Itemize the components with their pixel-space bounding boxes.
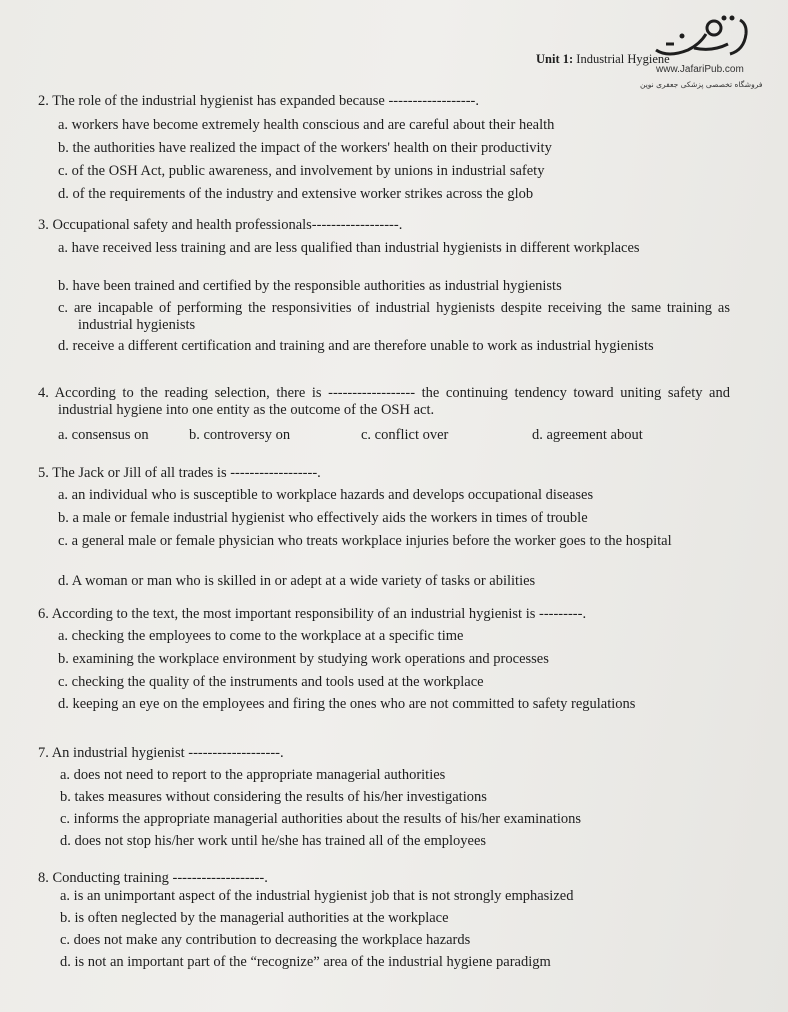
question-stem: According to the reading selection, there is ------------------ the continuing tendency toward uniting safety and industrial hygiene into one entity as the outcome of the OSH act. (54, 385, 730, 418)
option-8b: b. is often neglected by the managerial authorities at the workplace (60, 910, 449, 926)
option-5b: b. a male or female industrial hygienist who effectively aids the workers in times of trouble (58, 510, 588, 526)
option-8c: c. does not make any contribution to decreasing the workplace hazards (60, 932, 471, 948)
question-stem: Conducting training -------------------. (52, 870, 268, 886)
question-number: 3. (38, 217, 49, 233)
option-7c: c. informs the appropriate managerial authorities about the results of his/her examinations (60, 811, 582, 827)
question-number: 7. (38, 745, 49, 761)
question-stem: Occupational safety and health professionals------------------. (52, 217, 403, 233)
question-5 (38, 465, 710, 482)
unit-title: Industrial Hygiene (576, 52, 670, 66)
option-6d: d. keeping an eye on the employees and firing the ones who are not committed to safety regulations (58, 696, 636, 712)
question-number: 8. (38, 870, 49, 886)
question-7 (38, 745, 710, 762)
option-8d: d. is not an important part of the “recognize” area of the industrial hygiene paradigm (60, 954, 551, 970)
question-3 (38, 217, 710, 234)
option-6c: c. checking the quality of the instruments and tools used at the workplace (58, 674, 484, 690)
question-stem: The Jack or Jill of all trades is ------------------. (52, 465, 321, 481)
option-3d: d. receive a different certification and training and are therefore unable to work as industrial hygienists (58, 338, 654, 354)
option-7a: a. does not need to report to the appropriate managerial authorities (60, 767, 446, 783)
option-7b: b. takes measures without considering the results of his/her investigations (60, 789, 487, 805)
option-4c: c. conflict over (361, 427, 449, 443)
unit-label: Unit 1: (536, 52, 574, 66)
publisher-shop-text: فروشگاه تخصصی پزشکی جعفری نوین (640, 80, 763, 89)
question-number: 4. (38, 385, 49, 401)
option-4d: d. agreement about (532, 427, 643, 443)
option-5d: d. A woman or man who is skilled in or adept at a wide variety of tasks or abilities (58, 573, 536, 589)
question-stem: An industrial hygienist -------------------. (51, 745, 284, 761)
option-2b: b. the authorities have realized the impact of the workers' health on their productivity (58, 140, 552, 156)
question-8 (38, 870, 710, 887)
option-8a: a. is an unimportant aspect of the industrial hygienist job that is not strongly emphasized (60, 888, 574, 904)
option-7d: d. does not stop his/her work until he/she has trained all of the employees (60, 833, 487, 849)
question-stem: According to the text, the most important responsibility of an industrial hygienist is ---------. (51, 606, 587, 622)
publisher-url: www.JafariPub.com (656, 64, 744, 75)
option-2d: d. of the requirements of the industry and extensive worker strikes across the glob (58, 186, 534, 202)
option-5a: a. an individual who is susceptible to workplace hazards and develops occupational diseases (58, 487, 594, 503)
option-6b: b. examining the workplace environment by studying work operations and processes (58, 651, 549, 667)
option-3a: a. have received less training and are less qualified than industrial hygienists in different workplaces (58, 240, 640, 256)
option-6a: a. checking the employees to come to the workplace at a specific time (58, 628, 464, 644)
publisher-logo-icon (648, 14, 758, 62)
question-2 (38, 93, 710, 110)
option-3b: b. have been trained and certified by the responsible authorities as industrial hygienists (58, 278, 562, 294)
question-6 (38, 606, 710, 623)
question-number: 6. (38, 606, 49, 622)
publisher-logo (640, 14, 770, 94)
option-4a: a. consensus on (58, 427, 149, 443)
question-4 (38, 385, 730, 419)
question-stem: The role of the industrial hygienist has expanded because ------------------. (52, 93, 480, 109)
option-4b: b. controversy on (189, 427, 291, 443)
option-2a: a. workers have become extremely health conscious and are careful about their health (58, 117, 555, 133)
question-number: 5. (38, 465, 49, 481)
option-5c: c. a general male or female physician who treats workplace injuries before the worker goes to the hospital (58, 533, 672, 549)
question-number: 2. (38, 93, 49, 109)
option-3c: c. are incapable of performing the responsivities of industrial hygienists despite receiving the same training as industrial hygienists (58, 300, 730, 333)
option-2c: c. of the OSH Act, public awareness, and involvement by unions in industrial safety (58, 163, 545, 179)
